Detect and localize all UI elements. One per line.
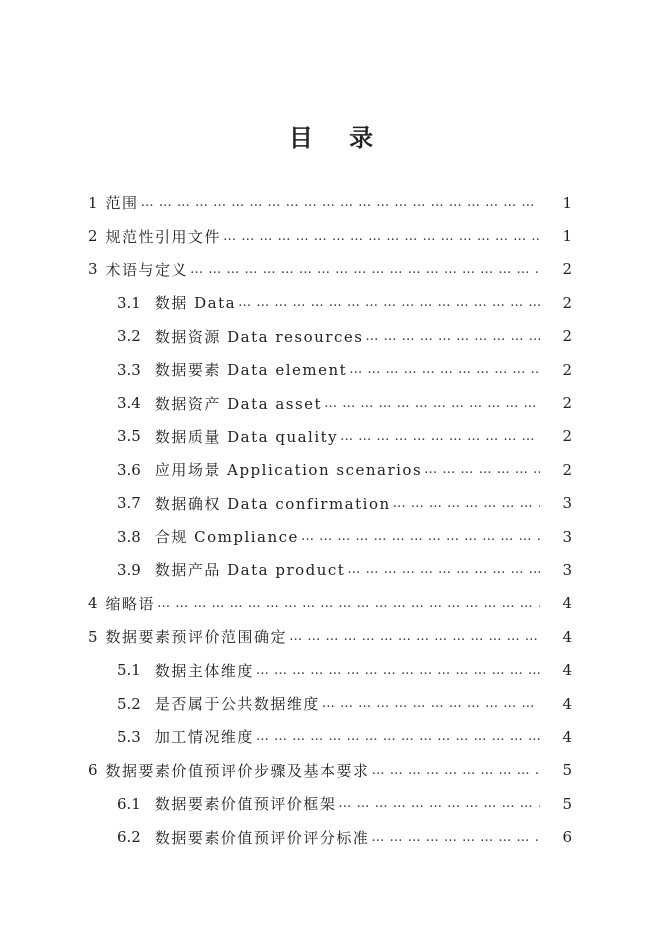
toc-leader-dots [347, 562, 540, 577]
toc-entry-label: 数据 Data [154, 294, 237, 313]
toc-subentry[interactable] [0, 453, 662, 486]
toc-subentry[interactable] [0, 687, 662, 720]
toc-list [0, 186, 662, 854]
toc-leader-dots [289, 629, 540, 644]
toc-entry-page: 4 [562, 661, 572, 680]
toc-entry-label: 数据要素预评价范围确定 [105, 628, 288, 647]
toc-entry-number: 1 [88, 193, 98, 212]
toc-entry-label: 缩略语 [105, 594, 156, 613]
toc-leader-dots [393, 496, 540, 511]
toc-entry-page: 3 [562, 494, 572, 513]
toc-leader-dots [256, 729, 540, 744]
toc-entry-label: 是否属于公共数据维度 [154, 695, 320, 714]
toc-entry-number: 3.3 [117, 360, 141, 379]
toc-entry[interactable] [0, 754, 662, 787]
toc-entry[interactable] [0, 186, 662, 219]
toc-entry-number: 5.1 [117, 661, 141, 680]
toc-entry-page: 4 [562, 594, 572, 613]
toc-entry-label: 数据要素 Data element [154, 361, 348, 380]
toc-entry-label: 合规 Compliance [154, 528, 299, 547]
toc-entry-number: 3.7 [117, 494, 141, 513]
toc-leader-dots [349, 362, 540, 377]
toc-entry-page: 2 [562, 293, 572, 312]
toc-entry-number: 4 [88, 594, 98, 613]
toc-subentry[interactable] [0, 520, 662, 553]
toc-leader-dots [190, 262, 540, 277]
toc-entry-page: 3 [562, 560, 572, 579]
toc-entry-number: 6 [88, 761, 98, 780]
toc-leader-dots [256, 663, 540, 678]
toc-entry-label: 数据质量 Data quality [154, 427, 339, 446]
toc-subentry[interactable] [0, 386, 662, 419]
toc-entry[interactable] [0, 253, 662, 286]
toc-entry-page: 2 [562, 427, 572, 446]
toc-entry[interactable] [0, 219, 662, 252]
toc-entry-number: 6.1 [117, 794, 141, 813]
toc-entry-page: 1 [562, 227, 572, 246]
toc-entry-page: 4 [562, 627, 572, 646]
toc-entry-number: 3.2 [117, 327, 141, 346]
toc-entry-number: 3.1 [117, 293, 141, 312]
toc-entry-number: 6.2 [117, 828, 141, 847]
toc-subentry[interactable] [0, 487, 662, 520]
toc-leader-dots [322, 696, 540, 711]
toc-subentry[interactable] [0, 286, 662, 319]
toc-entry-label: 范围 [105, 194, 139, 213]
toc-entry-number: 5.3 [117, 727, 141, 746]
toc-entry-page: 4 [562, 694, 572, 713]
toc-leader-dots [371, 830, 540, 845]
toc-entry[interactable] [0, 620, 662, 653]
toc-leader-dots [301, 529, 540, 544]
toc-subentry[interactable] [0, 420, 662, 453]
toc-entry-label: 数据要素价值预评价评分标准 [154, 828, 370, 847]
toc-entry-number: 5.2 [117, 694, 141, 713]
toc-leader-dots [365, 329, 540, 344]
toc-entry-page: 1 [562, 193, 572, 212]
toc-entry-label: 数据主体维度 [154, 661, 254, 680]
toc-entry-label: 数据要素价值预评价步骤及基本要求 [105, 761, 370, 780]
toc-subentry[interactable] [0, 320, 662, 353]
toc-entry-page: 2 [562, 260, 572, 279]
toc-entry-number: 2 [88, 227, 98, 246]
toc-entry-number: 3.6 [117, 460, 141, 479]
toc-entry-page: 3 [562, 527, 572, 546]
toc-entry-label: 数据资源 Data resources [154, 327, 364, 346]
toc-leader-dots [238, 295, 540, 310]
toc-entry[interactable] [0, 587, 662, 620]
toc-entry-page: 2 [562, 360, 572, 379]
toc-entry-label: 数据确权 Data confirmation [154, 494, 391, 513]
toc-subentry[interactable] [0, 553, 662, 586]
toc-leader-dots [141, 195, 540, 210]
toc-entry-label: 数据资产 Data asset [154, 394, 323, 413]
toc-leader-dots [324, 396, 540, 411]
toc-entry-number: 3.9 [117, 560, 141, 579]
toc-entry-number: 3.5 [117, 427, 141, 446]
toc-entry-label: 应用场景 Application scenarios [154, 461, 423, 480]
toc-leader-dots [157, 596, 540, 611]
toc-subentry[interactable] [0, 653, 662, 686]
toc-leader-dots [424, 462, 540, 477]
toc-subentry[interactable] [0, 787, 662, 820]
toc-entry-page: 2 [562, 460, 572, 479]
toc-entry-number: 3 [88, 260, 98, 279]
toc-leader-dots [372, 763, 540, 778]
toc-entry-number: 3.4 [117, 394, 141, 413]
toc-entry-label: 数据要素价值预评价框架 [154, 795, 337, 814]
toc-entry-page: 5 [562, 761, 572, 780]
toc-entry-label: 数据产品 Data product [154, 561, 346, 580]
toc-leader-dots [340, 429, 540, 444]
toc-entry-label: 术语与定义 [105, 260, 189, 279]
toc-title: 目 录 [288, 123, 388, 152]
toc-subentry[interactable] [0, 353, 662, 386]
toc-entry-page: 5 [562, 794, 572, 813]
toc-entry-page: 4 [562, 727, 572, 746]
toc-subentry[interactable] [0, 720, 662, 753]
toc-subentry[interactable] [0, 820, 662, 853]
toc-entry-page: 6 [562, 828, 572, 847]
toc-entry-page: 2 [562, 394, 572, 413]
toc-entry-number: 5 [88, 627, 98, 646]
toc-entry-label: 加工情况维度 [154, 728, 254, 747]
toc-entry-label: 规范性引用文件 [105, 227, 222, 246]
toc-entry-number: 3.8 [117, 527, 141, 546]
toc-entry-page: 2 [562, 327, 572, 346]
toc-leader-dots [338, 796, 540, 811]
toc-leader-dots [223, 229, 540, 244]
